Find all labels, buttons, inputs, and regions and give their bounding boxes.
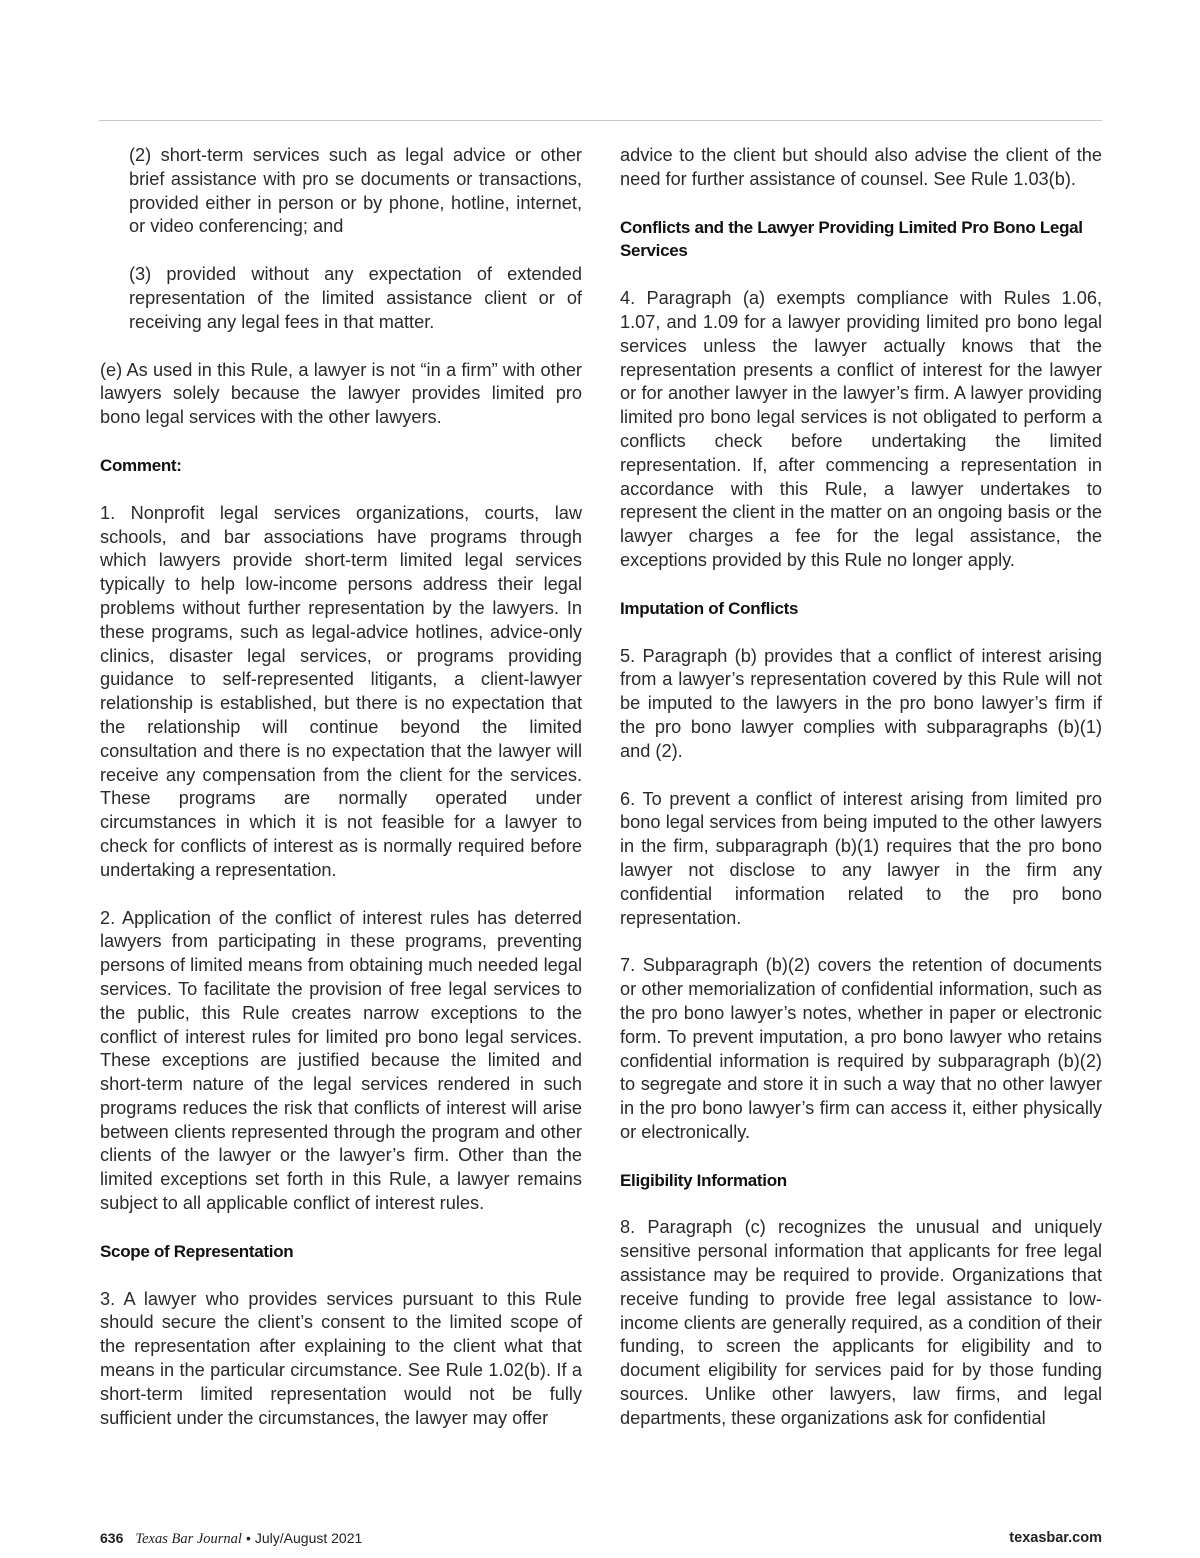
site-link[interactable]: texasbar.com xyxy=(1009,1530,1102,1546)
rule-item-3: (3) provided without any expectation of extended representation of the limited assistance client or of receiving any legal fees in that matter. xyxy=(129,264,582,332)
comment-1: 1. Nonprofit legal services organizations, courts, law schools, and bar associations have programs through which lawyers provide short-term limited legal services typically to help low-income persons address their legal problems without further representation by the lawyers. In these programs, such as legal-advice hotlines, advice-only clinics, disaster legal services, or programs providing guidance to self-represented litigants, a client-lawyer relationship is established, but there is no expectation that the relationship will continue beyond the limited consultation and there is no expectation that the lawyer will receive any compensation from the client for the services. These programs are normally operated under circumstances in which it is not feasible for a lawyer to check for conflicts of interest as is normally required before undertaking a representation. xyxy=(100,502,582,880)
issue-date: July/August 2021 xyxy=(254,1530,363,1546)
comment-6: 6. To prevent a conflict of interest arising from limited pro bono legal services from being imputed to the other lawyers in the firm, subparagraph (b)(1) requires that the pro bono lawyer not disclose to any lawyer in the firm any confidential information related to the pro bono representation. xyxy=(620,788,1102,928)
left-column xyxy=(100,144,582,1454)
page-number: 636 xyxy=(100,1530,124,1546)
comment-5: 5. Paragraph (b) provides that a conflict of interest arising from a lawyer’s representation covered by this Rule will not be imputed to the lawyers in the pro bono lawyer’s firm if the pro bono lawyer complies with subparagraphs (b)(1) and (2). xyxy=(620,645,1102,761)
page-footer xyxy=(100,1530,1102,1554)
comment-3: 3. A lawyer who provides services pursuant to this Rule should secure the client’s consent to the limited scope of the representation after explaining to the client what that means in the particular circumstance. See Rule 1.02(b). If a short-term limited representation would not be fully sufficient under the circumstances, the lawyer may offer xyxy=(100,1288,582,1428)
comment-2: 2. Application of the conflict of interest rules has deterred lawyers from participating in these programs, preventing persons of limited means from obtaining much needed legal services. To facilitate the provision of free legal services to the public, this Rule creates narrow exceptions to the conflict of interest rules for limited pro bono legal services. These exceptions are justified because the limited and short-term nature of the legal services rendered in such programs reduces the risk that conflicts of interest will arise between clients represented through the program and other clients of the lawyer or the lawyer’s firm. Other than the limited exceptions set forth in this Rule, a lawyer remains subject to all applicable conflict of interest rules. xyxy=(100,907,582,1214)
comment-heading: Comment: xyxy=(100,455,182,475)
comment-8: 8. Paragraph (c) recognizes the unusual and uniquely sensitive personal information that applicants for free legal assistance may be required to provide. Organizations that receive funding to provide free legal assistance to low-income clients are generally required, as a condition of their funding, to screen the applicants for eligibility and to document eligibility for services paid for by those funding sources. Unlike other lawyers, law firms, and legal departments, these organizations ask for confidential xyxy=(620,1217,1102,1428)
comment-4: 4. Paragraph (a) exempts compliance with Rules 1.06, 1.07, and 1.09 for a lawyer providing limited pro bono legal services unless the lawyer actually knows that the representation presents a conflict of interest for the lawyer or for another lawyer in the lawyer’s firm. A lawyer providing limited pro bono legal services is not obligated to perform a conflicts check before undertaking the limited representation. If, after commencing a representation in accordance with this Rule, a lawyer undertakes to represent the client in the matter on an ongoing basis or the lawyer charges a fee for the legal assistance, the exceptions provided by this Rule no longer apply. xyxy=(620,288,1102,570)
comment-3-continuation: advice to the client but should also advise the client of the need for further assistance of counsel. See Rule 1.03(b). xyxy=(620,145,1102,189)
conflicts-heading: Conflicts and the Lawyer Providing Limited Pro Bono Legal Services xyxy=(620,217,1083,261)
scope-heading: Scope of Representation xyxy=(100,1241,294,1261)
comment-7: 7. Subparagraph (b)(2) covers the retention of documents or other memorialization of confidential information, such as the pro bono lawyer’s notes, whether in paper or electronic form. To prevent imputation, a pro bono lawyer who retains confidential information is required by subparagraph (b)(2) to segregate and store it in such a way that no other lawyer in the pro bono lawyer’s firm can access it, either physically or electronically. xyxy=(620,955,1102,1142)
footer-bullet: • xyxy=(245,1530,251,1546)
rule-paragraph-e: (e) As used in this Rule, a lawyer is not “in a firm” with other lawyers solely because the lawyer provides limited pro bono legal services with the other lawyers. xyxy=(100,359,582,428)
imputation-heading: Imputation of Conflicts xyxy=(620,598,799,618)
right-column xyxy=(620,144,1102,1455)
journal-title: Texas Bar Journal xyxy=(135,1531,242,1547)
top-divider xyxy=(99,120,1102,121)
rule-item-2: (2) short-term services such as legal advice or other brief assistance with pro se documents or transactions, provided either in person or by phone, hotline, internet, or video conferencing; and xyxy=(129,145,582,237)
eligibility-heading: Eligibility Information xyxy=(620,1170,787,1190)
